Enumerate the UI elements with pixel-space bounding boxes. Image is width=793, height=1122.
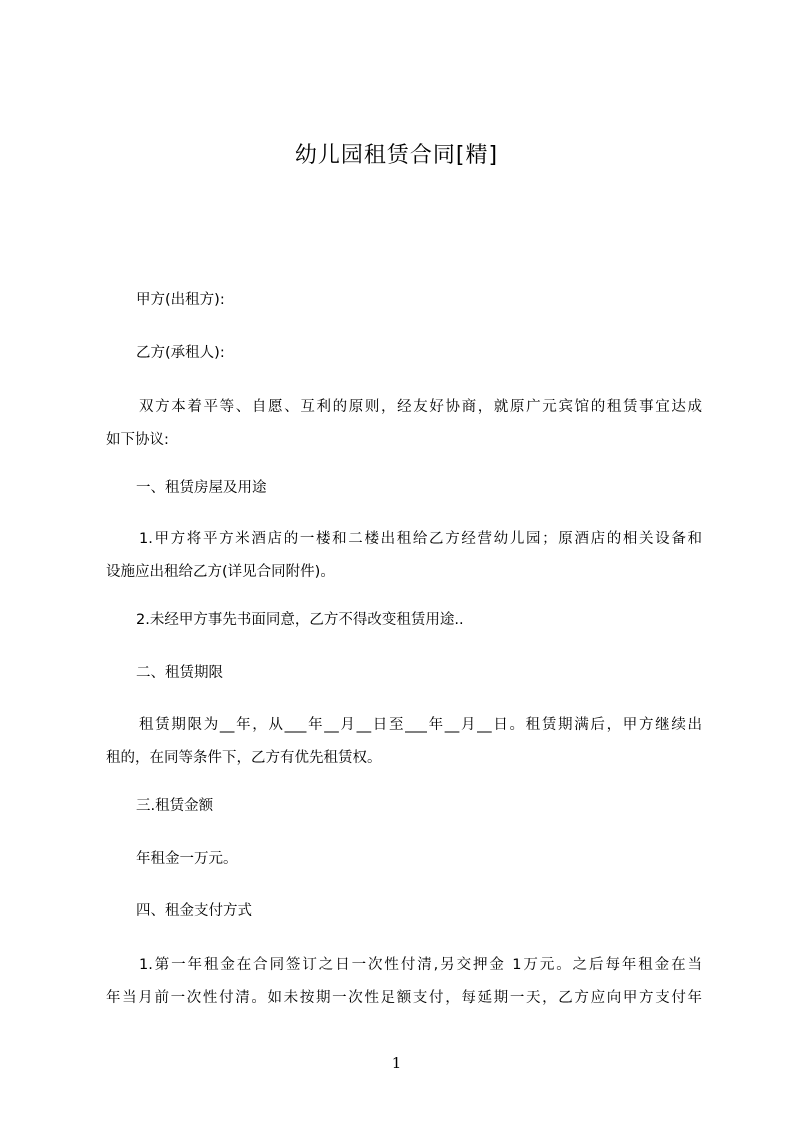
s4-item1-line-2: 年当月前一次性付清。如未按期一次性足额支付，每延期一天，乙方应向甲方支付年 <box>106 990 702 1006</box>
page-number: 1 <box>391 1054 402 1072</box>
section-3-text <box>106 843 702 876</box>
intro-paragraph <box>106 391 702 457</box>
intro-line-2: 如下协议: <box>106 432 169 448</box>
s3-text: 年租金一万元。 <box>136 851 238 867</box>
section-1-item-1 <box>106 523 702 589</box>
section-2-paragraph <box>106 709 702 775</box>
document-title: 幼儿园租赁合同[精] <box>294 143 499 168</box>
party-a-line <box>106 284 702 317</box>
party-b-text: 乙方(承租人): <box>136 345 225 361</box>
section-4-heading-text: 四、租金支付方式 <box>136 903 252 919</box>
s4-item1-line-1: 1.第一年租金在合同签订之日一次性付清,另交押金 1万元。之后每年租金在当 <box>139 957 702 973</box>
section-3-heading-text: 三.租赁金额 <box>136 798 214 814</box>
s2-line-1: 租赁期限为__年，从___年__月__日至___年__月__日。租赁期满后，甲方继续出 <box>139 717 702 733</box>
section-2-heading-text: 二、租赁期限 <box>136 665 223 681</box>
intro-line-1: 双方本着平等、自愿、互利的原则，经友好协商，就原广元宾馆的租赁事宜达成 <box>139 399 702 415</box>
section-1-heading-text: 一、租赁房屋及用途 <box>136 480 267 496</box>
s1-item1-line-1: 1.甲方将平方米酒店的一楼和二楼出租给乙方经营幼儿园；原酒店的相关设备和 <box>139 531 702 547</box>
section-1-heading <box>106 472 702 505</box>
section-2-heading <box>106 657 702 690</box>
party-a-text: 甲方(出租方): <box>136 292 225 308</box>
section-4-heading <box>106 895 702 928</box>
s1-item1-line-2: 设施应出租给乙方(详见合同附件)。 <box>106 564 335 580</box>
s2-line-2: 租的，在同等条件下，乙方有优先租赁权。 <box>106 750 382 766</box>
section-3-heading <box>106 790 702 823</box>
section-1-item-2 <box>106 604 702 637</box>
s1-item2-text: 2.未经甲方事先书面同意，乙方不得改变租赁用途.. <box>136 612 464 628</box>
section-4-item-1 <box>106 949 702 1015</box>
party-b-line <box>106 337 702 370</box>
